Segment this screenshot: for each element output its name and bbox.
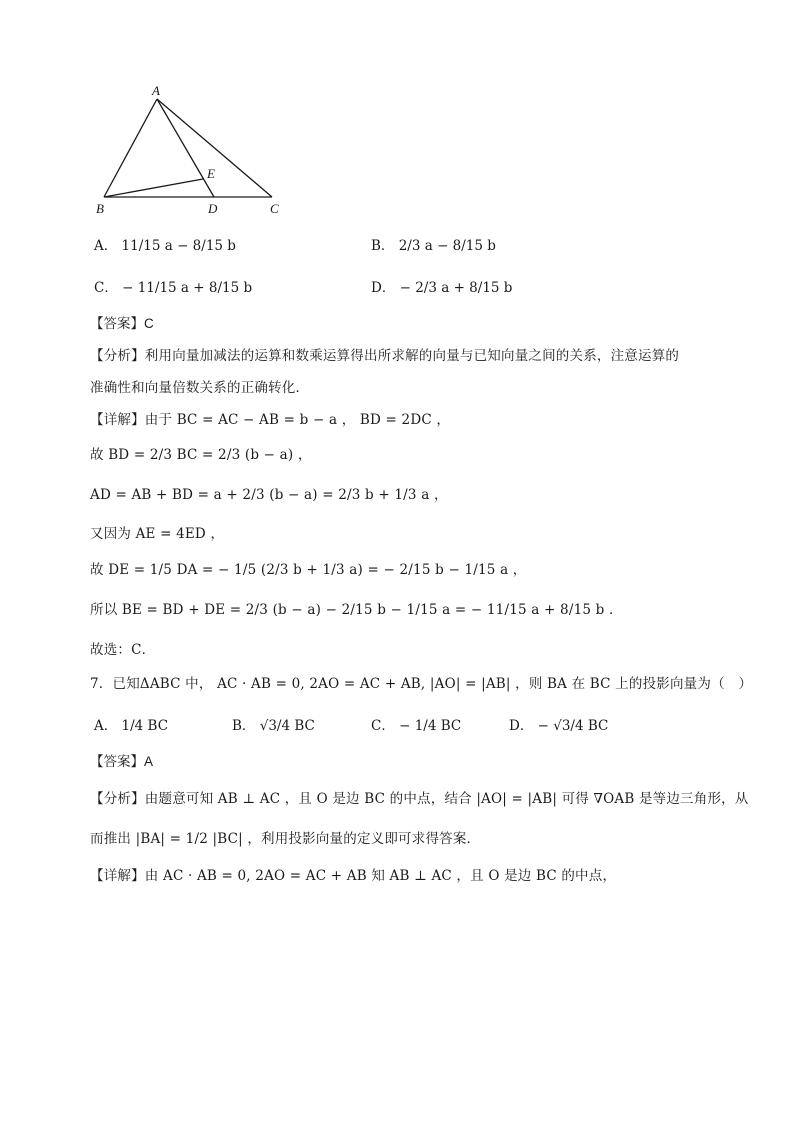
segment-AB: [104, 99, 157, 197]
q6-detail-line3: AD = AB + BD = a + 2/3 (b − a) = 2/3 b + 1/3 a ，: [90, 487, 448, 503]
q7-detail-line1: 【详解】由 AC · AB = 0, 2AO = AC + AB 知 AB ⊥ AC ，且 O 是边 BC 的中点，: [90, 868, 617, 884]
q7-analysis-line1: 【分析】由题意可知 AB ⊥ AC ，且 O 是边 BC 的中点，结合 |AO| = |AB| 可得 ∇OAB 是等边三角形，从: [90, 791, 749, 807]
q6-detail-line2: 故 BD = 2/3 BC = 2/3 (b − a) ，: [90, 447, 312, 463]
q7-stem: 7．已知ΔABC 中， AC · AB = 0, 2AO = AC + AB, |AO| = |AB| ，则 BA 在 BC 上的投影向量为（ ）: [90, 676, 753, 692]
q6-detail-line1: 【详解】由于 BC = AC − AB = b − a ， BD = 2DC ，: [90, 412, 451, 428]
q7-option-c: C． − 1/4 BC: [371, 718, 462, 734]
triangle-figure: [90, 82, 300, 222]
q6-option-a: A． 11/15 a − 8/15 b: [94, 238, 236, 254]
q7-analysis-line2: 而推出 |BA| = 1/2 |BC| ，利用投影向量的定义即可求得答案．: [90, 831, 481, 847]
q6-answer: 【答案】C: [90, 316, 154, 331]
q7-answer: 【答案】A: [90, 754, 154, 769]
q7-option-a: A． 1/4 BC: [94, 718, 169, 734]
q6-option-c: C． − 11/15 a + 8/15 b: [94, 280, 253, 296]
segment-AC: [157, 99, 272, 197]
q6-option-d: D． − 2/3 a + 8/15 b: [371, 280, 513, 296]
q6-analysis-line2: 准确性和向量倍数关系的正确转化．: [90, 380, 310, 396]
q6-conclusion: 故选：C．: [90, 642, 156, 658]
q6-option-b: B． 2/3 a − 8/15 b: [371, 238, 496, 254]
q6-analysis-line1: 【分析】利用向量加减法的运算和数乘运算得出所求解的向量与已知向量之间的关系，注意运算的: [90, 348, 680, 364]
q7-option-b: B． √3/4 BC: [232, 718, 315, 734]
label-B: B: [96, 201, 104, 216]
q6-detail-line4: 又因为 AE = 4ED ，: [90, 526, 225, 542]
segment-BE: [104, 179, 203, 197]
label-C: C: [270, 201, 279, 216]
label-E: E: [207, 166, 215, 181]
q6-detail-line5: 故 DE = 1/5 DA = − 1/5 (2/3 b + 1/3 a) = − 2/15 b − 1/15 a ，: [90, 562, 527, 578]
q7-option-d: D． − √3/4 BC: [509, 718, 609, 734]
label-D: D: [208, 201, 218, 216]
label-A: A: [152, 83, 160, 98]
q6-detail-line6: 所以 BE = BD + DE = 2/3 (b − a) − 2/15 b − 1/15 a = − 11/15 a + 8/15 b ．: [90, 602, 623, 618]
